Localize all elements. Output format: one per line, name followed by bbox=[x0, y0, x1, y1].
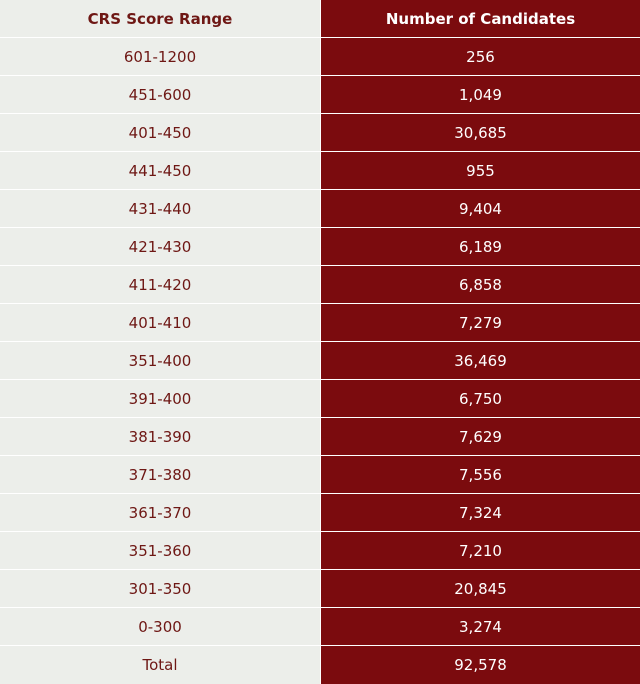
score-range-cell: 441-450 bbox=[0, 152, 321, 189]
score-range-cell: 351-360 bbox=[0, 532, 321, 569]
candidate-count-cell: 1,049 bbox=[321, 76, 640, 113]
total-count-cell: 92,578 bbox=[321, 646, 640, 684]
candidate-count-cell: 9,404 bbox=[321, 190, 640, 227]
table-row bbox=[0, 418, 640, 456]
candidate-count-cell: 6,750 bbox=[321, 380, 640, 417]
table-row bbox=[0, 494, 640, 532]
score-range-cell: 601-1200 bbox=[0, 38, 321, 75]
score-range-cell: 301-350 bbox=[0, 570, 321, 607]
score-range-cell: 411-420 bbox=[0, 266, 321, 303]
table-row bbox=[0, 152, 640, 190]
candidate-count-cell: 36,469 bbox=[321, 342, 640, 379]
candidate-count-cell: 7,210 bbox=[321, 532, 640, 569]
candidate-count-cell: 955 bbox=[321, 152, 640, 189]
table-row bbox=[0, 304, 640, 342]
candidate-count-cell: 256 bbox=[321, 38, 640, 75]
table-row bbox=[0, 380, 640, 418]
candidate-count-cell: 6,189 bbox=[321, 228, 640, 265]
candidate-count-cell: 3,274 bbox=[321, 608, 640, 645]
table-total-row bbox=[0, 646, 640, 684]
table-row bbox=[0, 228, 640, 266]
table-row bbox=[0, 532, 640, 570]
total-label-cell: Total bbox=[0, 646, 321, 684]
table-row bbox=[0, 456, 640, 494]
score-range-cell: 431-440 bbox=[0, 190, 321, 227]
candidate-count-cell: 7,279 bbox=[321, 304, 640, 341]
score-range-cell: 361-370 bbox=[0, 494, 321, 531]
table-row bbox=[0, 38, 640, 76]
table-row bbox=[0, 570, 640, 608]
candidate-count-cell: 6,858 bbox=[321, 266, 640, 303]
score-range-cell: 451-600 bbox=[0, 76, 321, 113]
candidate-count-cell: 7,629 bbox=[321, 418, 640, 455]
score-range-cell: 401-450 bbox=[0, 114, 321, 151]
score-range-cell: 381-390 bbox=[0, 418, 321, 455]
score-range-cell: 391-400 bbox=[0, 380, 321, 417]
candidate-count-cell: 7,556 bbox=[321, 456, 640, 493]
table-row bbox=[0, 76, 640, 114]
candidate-count-cell: 20,845 bbox=[321, 570, 640, 607]
score-range-cell: 401-410 bbox=[0, 304, 321, 341]
candidate-count-cell: 30,685 bbox=[321, 114, 640, 151]
table-row bbox=[0, 190, 640, 228]
score-range-cell: 351-400 bbox=[0, 342, 321, 379]
score-range-cell: 0-300 bbox=[0, 608, 321, 645]
table-row bbox=[0, 266, 640, 304]
table-row bbox=[0, 342, 640, 380]
score-range-cell: 371-380 bbox=[0, 456, 321, 493]
table-row bbox=[0, 114, 640, 152]
table-row bbox=[0, 608, 640, 646]
table-header-row bbox=[0, 0, 640, 38]
header-crs-score-range: CRS Score Range bbox=[0, 0, 321, 37]
header-number-of-candidates: Number of Candidates bbox=[321, 0, 640, 37]
candidate-count-cell: 7,324 bbox=[321, 494, 640, 531]
score-range-cell: 421-430 bbox=[0, 228, 321, 265]
